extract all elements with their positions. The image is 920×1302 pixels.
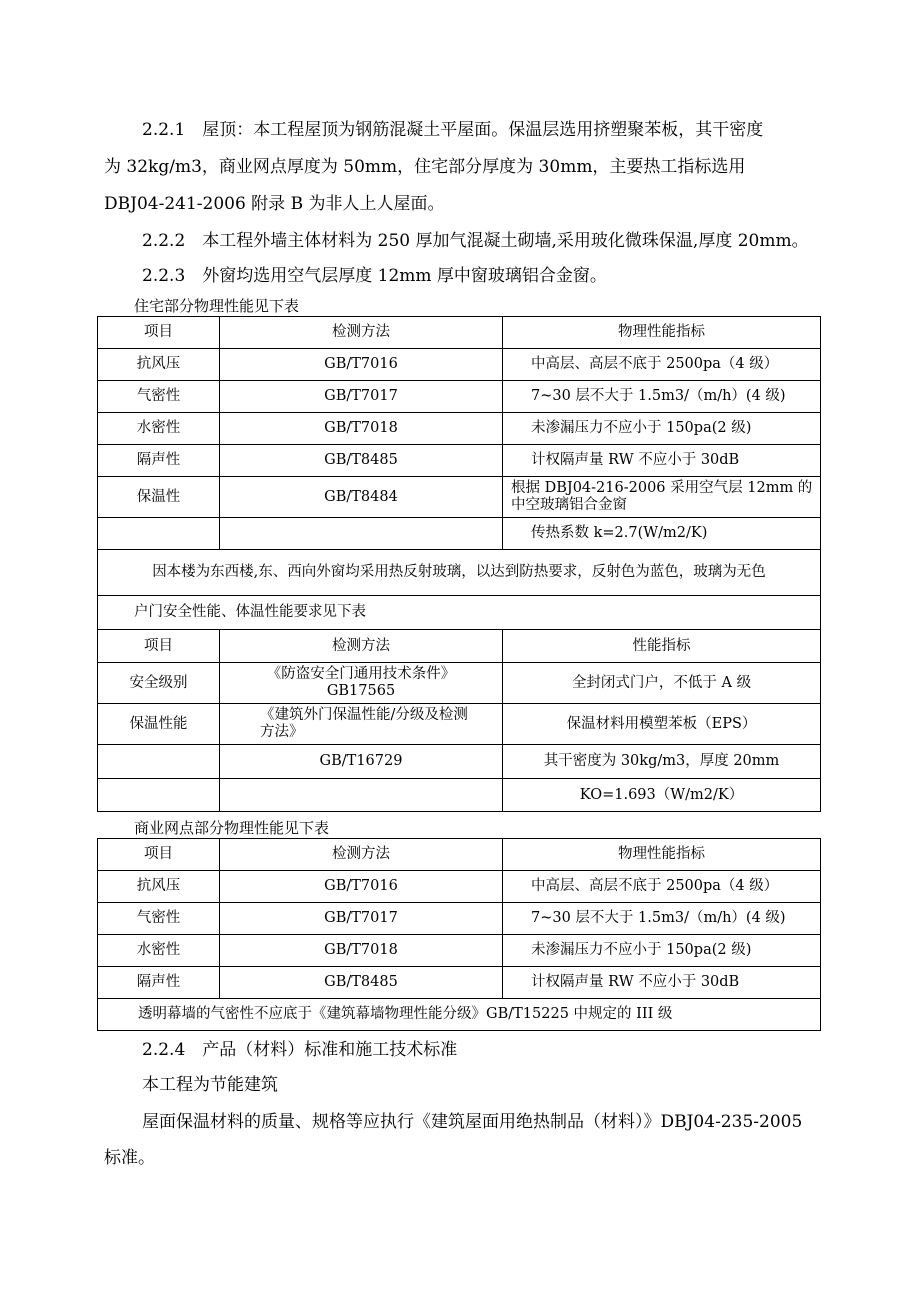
cell-item: 气密性 <box>98 381 220 413</box>
table-row <box>98 704 821 745</box>
table-row <box>98 871 821 903</box>
cell-item <box>98 518 220 550</box>
roof-material-line1: 屋面保温材料的质量、规格等应执行《建筑屋面用绝热制品（材料）》DBJ04-235-2005 <box>142 1112 803 1132</box>
cell-index: 全封闭式门户，不低于 A 级 <box>503 663 821 704</box>
cell-index: 计权隔声量 RW 不应小于 30dB <box>503 445 821 477</box>
table2-caption-row <box>98 596 821 630</box>
cell-index: 根据 DBJ04-216-2006 采用空气层 12mm 的中空玻璃铝合金窗 <box>503 477 821 518</box>
cell-item: 安全级别 <box>98 663 220 704</box>
cell-item: 隔声性 <box>98 445 220 477</box>
cell-index: KO=1.693（W/m2/K） <box>503 779 821 812</box>
cell-method: GB/T7018 <box>220 935 503 967</box>
cell-item <box>98 779 220 812</box>
cell-method: GB/T8485 <box>220 445 503 477</box>
residential-performance-table <box>97 316 821 630</box>
header-method: 检测方法 <box>220 630 503 663</box>
header-item: 项目 <box>98 630 220 663</box>
section-2-2-1-line2: 为 32kg/m3，商业网点厚度为 50mm，住宅部分厚度为 30mm，主要热工指标选用 <box>104 157 746 177</box>
door-performance-table <box>97 629 821 812</box>
cell-method: 《建筑外门保温性能/分级及检测方法》 <box>220 704 503 745</box>
table3-note: 透明幕墙的气密性不应底于《建筑幕墙物理性能分级》GB/T15225 中规定的 III 级 <box>98 999 821 1031</box>
cell-method: GB/T7017 <box>220 903 503 935</box>
cell-method: 《防盗安全门通用技术条件》GB17565 <box>220 663 503 704</box>
table-note-row <box>98 550 821 596</box>
table-row <box>98 413 821 445</box>
cell-index: 传热系数 k=2.7(W/m2/K) <box>503 518 821 550</box>
section-2-2-1-line3: DBJ04-241-2006 附录 B 为非人上人屋面。 <box>104 194 445 214</box>
cell-item: 气密性 <box>98 903 220 935</box>
table-row <box>98 967 821 999</box>
commercial-performance-table <box>97 838 821 1031</box>
cell-method: GB/T7016 <box>220 871 503 903</box>
table-row <box>98 381 821 413</box>
cell-index: 中高层、高层不底于 2500pa（4 级） <box>503 349 821 381</box>
table-row <box>98 477 821 518</box>
table-row <box>98 935 821 967</box>
cell-index: 7~30 层不大于 1.5m3/（m/h）(4 级) <box>503 381 821 413</box>
header-index: 物理性能指标 <box>503 317 821 349</box>
cell-item <box>98 745 220 779</box>
section-2-2-1-line1: 2.2.1 屋顶：本工程屋顶为钢筋混凝土平屋面。保温层选用挤塑聚苯板，其干密度 <box>142 120 764 140</box>
table3-caption: 商业网点部分物理性能见下表 <box>134 819 330 837</box>
cell-index: 未渗漏压力不应小于 150pa(2 级) <box>503 413 821 445</box>
section-2-2-4: 2.2.4 产品（材料）标准和施工技术标准 <box>142 1040 458 1060</box>
cell-method: GB/T8485 <box>220 967 503 999</box>
cell-method: GB/T7018 <box>220 413 503 445</box>
cell-method: GB/T8484 <box>220 477 503 518</box>
cell-method <box>220 779 503 812</box>
section-2-2-3: 2.2.3 外窗均选用空气层厚度 12mm 厚中窗玻璃铝合金窗。 <box>142 266 607 286</box>
table-row <box>98 745 821 779</box>
table-row <box>98 663 821 704</box>
cell-index: 7~30 层不大于 1.5m3/（m/h）(4 级) <box>503 903 821 935</box>
cell-method: GB/T16729 <box>220 745 503 779</box>
roof-material-line2: 标准。 <box>104 1148 155 1168</box>
table-note-row <box>98 999 821 1031</box>
table-header-row <box>98 839 821 871</box>
table2-caption: 户门安全性能、体温性能要求见下表 <box>98 596 821 630</box>
cell-item: 隔声性 <box>98 967 220 999</box>
cell-method: GB/T7017 <box>220 381 503 413</box>
cell-index: 计权隔声量 RW 不应小于 30dB <box>503 967 821 999</box>
table-row <box>98 903 821 935</box>
cell-item: 水密性 <box>98 935 220 967</box>
cell-method: GB/T7016 <box>220 349 503 381</box>
table-row <box>98 779 821 812</box>
header-index: 物理性能指标 <box>503 839 821 871</box>
section-2-2-2: 2.2.2 本工程外墙主体材料为 250 厚加气混凝土砌墙,采用玻化微珠保温,厚度 20mm。 <box>142 231 809 251</box>
energy-saving-line: 本工程为节能建筑 <box>142 1075 278 1095</box>
cell-index: 其干密度为 30kg/m3，厚度 20mm <box>503 745 821 779</box>
table-row <box>98 518 821 550</box>
cell-item: 保温性能 <box>98 704 220 745</box>
cell-item: 水密性 <box>98 413 220 445</box>
table-header-row <box>98 630 821 663</box>
header-index: 性能指标 <box>503 630 821 663</box>
table1-caption: 住宅部分物理性能见下表 <box>134 297 300 315</box>
header-method: 检测方法 <box>220 839 503 871</box>
table-row <box>98 445 821 477</box>
table-row <box>98 349 821 381</box>
cell-method <box>220 518 503 550</box>
header-item: 项目 <box>98 839 220 871</box>
table-header-row <box>98 317 821 349</box>
cell-index: 中高层、高层不底于 2500pa（4 级） <box>503 871 821 903</box>
cell-item: 保温性 <box>98 477 220 518</box>
cell-item: 抗风压 <box>98 871 220 903</box>
header-item: 项目 <box>98 317 220 349</box>
header-method: 检测方法 <box>220 317 503 349</box>
table1-note: 因本楼为东西楼,东、西向外窗均采用热反射玻璃，以达到防热要求，反射色为蓝色，玻璃为无色 <box>98 550 821 596</box>
cell-index: 保温材料用模塑苯板（EPS） <box>503 704 821 745</box>
cell-item: 抗风压 <box>98 349 220 381</box>
cell-index: 未渗漏压力不应小于 150pa(2 级) <box>503 935 821 967</box>
